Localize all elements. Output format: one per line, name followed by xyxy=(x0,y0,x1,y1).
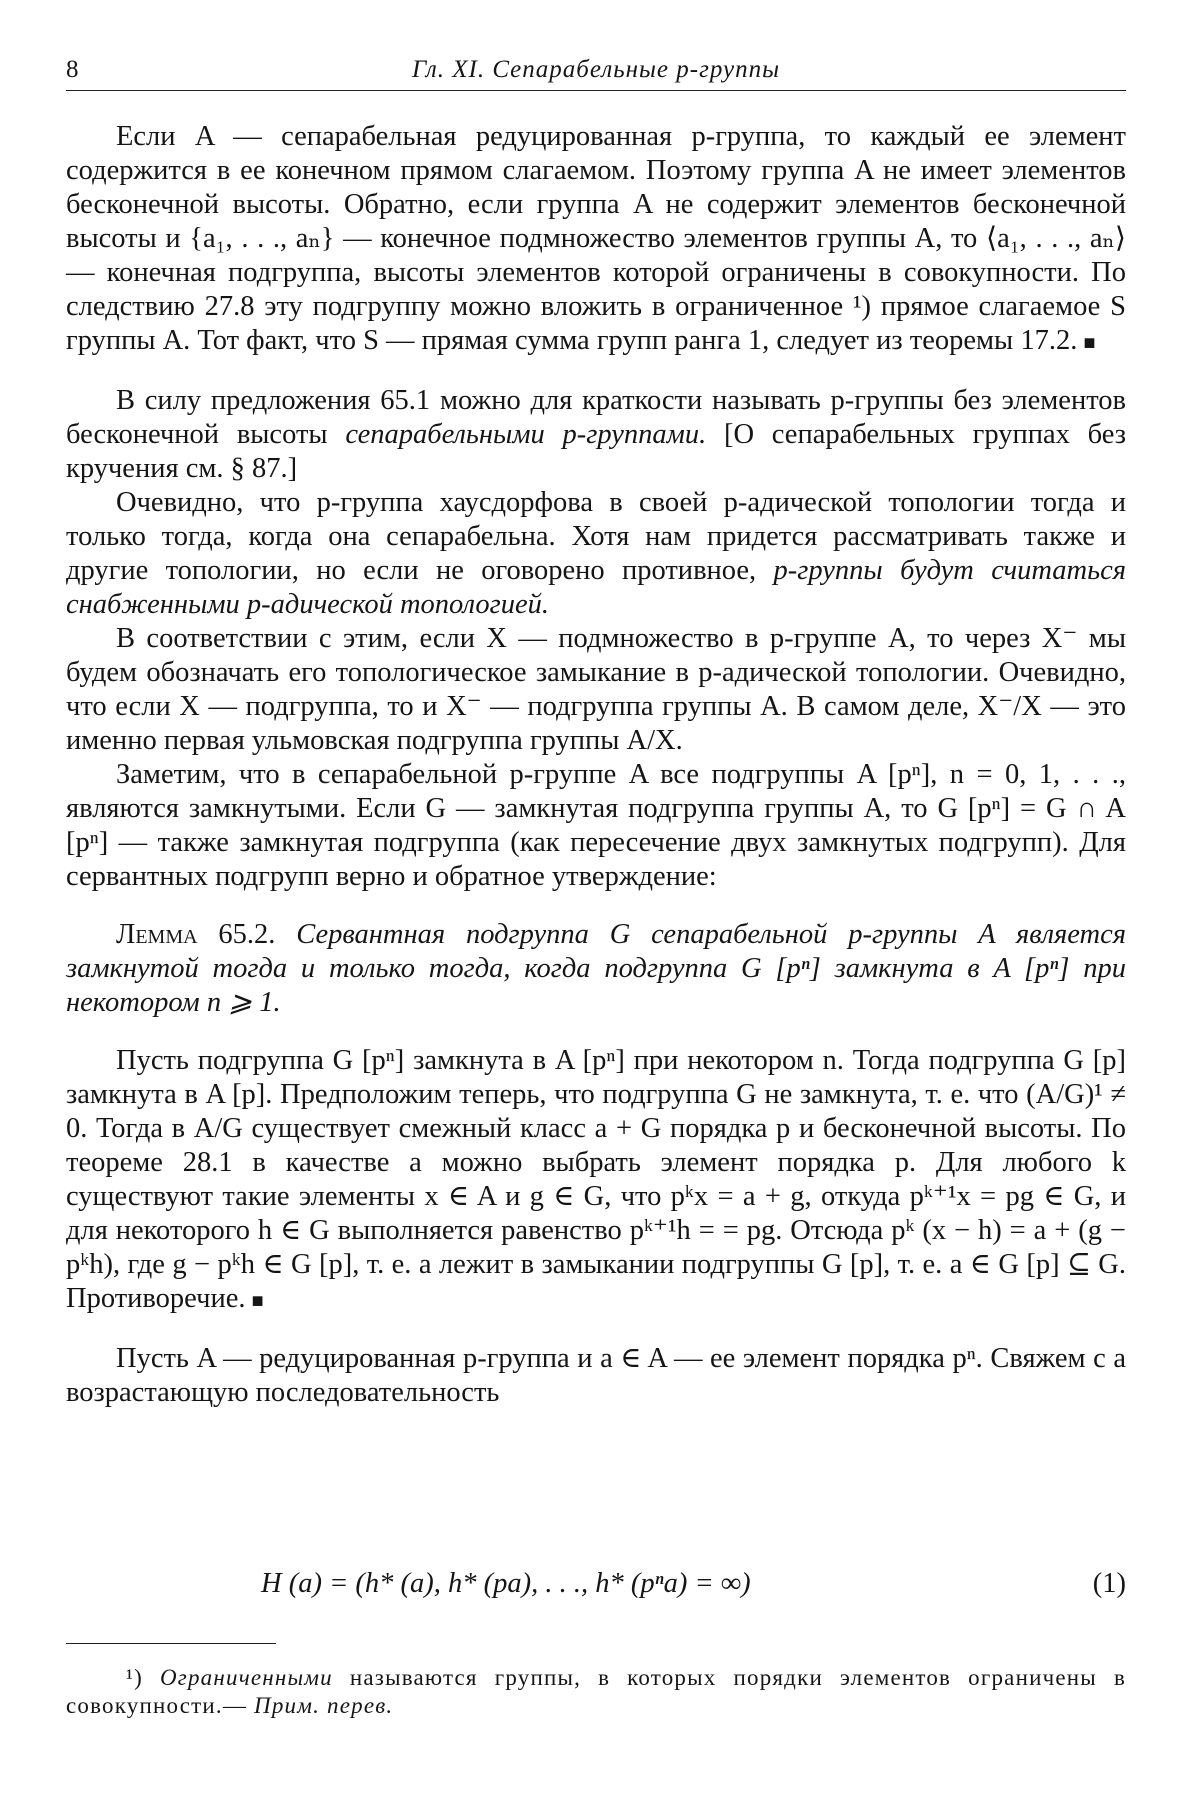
footnote xyxy=(66,1664,1126,1720)
translator-note: Прим. перев. xyxy=(254,1693,394,1718)
lemma-label: Лемма 65.2. xyxy=(116,919,276,950)
footnote-term: Ограниченными xyxy=(160,1665,333,1690)
paragraph-closed-subgroups: Заметим, что в сепарабельной p-группе A все подгруппы A [pⁿ], n = 0, 1, . . ., являются замкнутыми. Если G — замкнутая подгруппа группы A, то G [pⁿ] = G ∩ A [pⁿ] — также замкнутая подгруппа (как пересечение двух замкнутых подгрупп). Для сервантных подгрупп верно и обратное утверждение: xyxy=(66,759,1126,892)
paragraph-proof-end xyxy=(66,120,1126,360)
paragraph-text: Пусть подгруппа G [pⁿ] замкнута в A [pⁿ] при некотором n. Тогда подгруппа G [p] замкнута в A [p]. Предположим теперь, что подгруппа G не замкнута, т. е. что (A/G)¹ ≠ 0. Тогда в A/G существует смежный класс a + G порядка p и бесконечной высоты. По теореме 28.1 в качестве a можно выбрать элемент порядка p. Для любого k существуют такие элементы x ∈ A и g ∈ G, что pᵏx = a + g, откуда pᵏ⁺¹x = pg ∈ G, и для некоторого h ∈ G выполняется равенство pᵏ⁺¹h = = pg. Отсюда pᵏ (x − h) = a + (g − pᵏh), где g − pᵏh ∈ G [p], т. е. a лежит в замыкании подгруппы G [p], т. е. a ∈ G [p] ⊆ G. Противоречие. xyxy=(66,1045,1126,1314)
lemma-statement: Сервантная подгруппа G сепарабельной p-группы A является замкнутой тогда и только тогда, когда подгруппа G [pⁿ] замкнута в A [pⁿ] при некотором n ⩾ 1. xyxy=(66,919,1127,1018)
paragraph-closure: В соответствии с этим, если X — подмножество в p-группе A, то через X⁻ мы будем обозначать его топологическое замыкание в p-адической топологии. Очевидно, что если X — подгруппа, то и X⁻ — подгруппа группы A. В самом деле, X⁻/X — это именно первая ульмовская подгруппа группы A/X. xyxy=(66,623,1126,756)
qed-mark: ■ xyxy=(1083,332,1096,354)
paragraph-text: [О сепарабельных группах без кручения см. § 87.] xyxy=(66,419,1127,484)
footnote-separator xyxy=(66,1643,276,1644)
paragraph-text: Очевидно, что p-группа хаусдорфова в своей p-адической топологии тогда и только тогда, когда она сепарабельна. Хотя нам придется рассматривать также и другие топологии, но если не оговорено противное, xyxy=(66,487,1126,586)
emphasis-term: сепарабельными p-группами. xyxy=(345,419,707,450)
running-title: Гл. XI. Сепарабельные p-группы xyxy=(411,56,781,83)
paragraph-lemma-proof xyxy=(66,1044,1126,1318)
page-header xyxy=(66,56,1126,91)
formula-expression: H (a) = (h* (a), h* (pa), . . ., h* (pⁿa) = ∞) xyxy=(261,1568,751,1599)
paragraph-sequence-intro: Пусть A — редуцированная p-группа и a ∈ A — ее элемент порядка pⁿ. Свяжем с a возрастающую последовательность xyxy=(66,1343,1126,1408)
footnote-marker: ¹) xyxy=(126,1665,143,1690)
lemma xyxy=(66,918,1126,1020)
equation-number: (1) xyxy=(1092,1568,1126,1599)
paragraph-text: Если A — сепарабельная редуцированная p-группа, то каждый ее элемент содержится в ее конечном прямом слагаемом. Поэтому группа A не имеет элементов бесконечной высоты. Обратно, если группа A не содержит элементов бесконечной высоты и {a₁, . . ., aₙ} — конечное подмножество элементов группы A, то ⟨a₁, . . ., aₙ⟩ — конечная подгруппа, высоты элементов которой ограничены в совокупности. По следствию 27.8 эту подгруппу можно вложить в ограниченное ¹) прямое слагаемое S группы A. Тот факт, что S — прямая сумма групп ранга 1, следует из теоремы 17.2. xyxy=(66,121,1126,356)
main-text xyxy=(66,120,1126,1410)
qed-mark: ■ xyxy=(251,1290,264,1312)
emphasis-convention: p-группы будут считаться снабженными p-адической топологией. xyxy=(66,555,1127,620)
paragraph-definition xyxy=(66,384,1126,486)
footnote-text: называются группы, в которых порядки элементов ограничены в совокупности.— xyxy=(66,1665,1127,1718)
display-formula xyxy=(66,1568,1126,1608)
paragraph-text: В силу предложения 65.1 можно для краткости называть p-группы без элементов бесконечной высоты xyxy=(66,385,1126,450)
paragraph-topology xyxy=(66,486,1126,622)
page-number: 8 xyxy=(66,56,79,83)
